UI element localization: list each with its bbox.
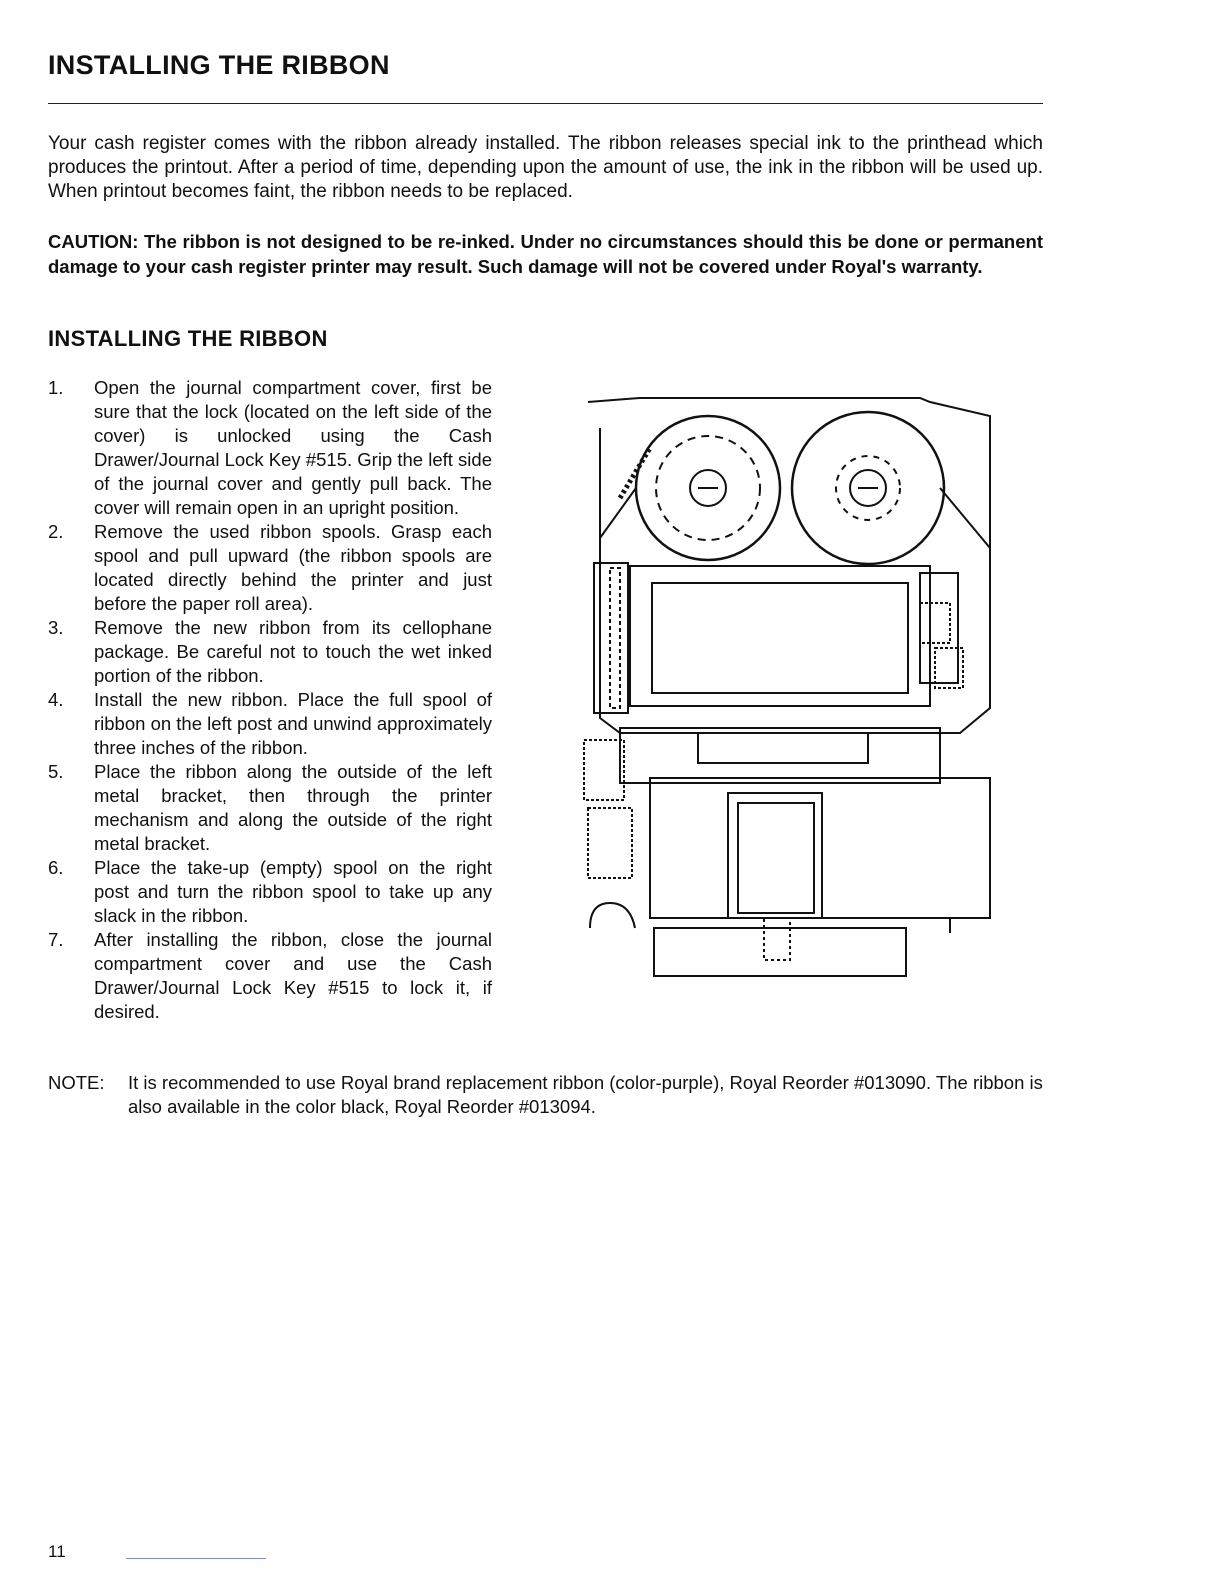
page-title: INSTALLING THE RIBBON [48,50,390,80]
step-item [48,520,492,616]
section-title: INSTALLING THE RIBBON [48,326,328,351]
step-text: After installing the ribbon, close the journal compartment cover and use the Cash Drawer/Journal Lock Key #515 to lock it, if desired. [94,929,492,1022]
note [48,1071,1048,1119]
step-text: Install the new ribbon. Place the full spool of ribbon on the left post and unwind approximately three inches of the ribbon. [94,689,493,758]
step-number: 1. [48,377,64,398]
note-text: It is recommended to use Royal brand replacement ribbon (color-purple), Royal Reorder #013090. The ribbon is also available in the color black, Royal Reorder #013094. [128,1072,1043,1117]
printer-mechanism-illustration [580,388,1000,980]
intro-paragraph: Your cash register comes with the ribbon already installed. The ribbon releases special ink to the printhead which produces the printout. After a period of time, depending upon the amount of use, the ink in the ribbon will be used up. When printout becomes faint, the ribbon needs to be replaced. [48,133,1043,202]
page-number: 11 [48,1542,66,1561]
step-number: 2. [48,521,64,542]
step-item [48,856,492,928]
step-item [48,688,492,760]
step-number: 7. [48,929,64,950]
step-item [48,760,492,856]
printer-ribbon-diagram [580,388,1000,980]
note-label: NOTE: [48,1072,105,1093]
step-number: 5. [48,761,64,782]
step-item [48,376,492,520]
instruction-steps [48,376,492,1024]
step-item [48,616,492,688]
step-text: Open the journal compartment cover, first be sure that the lock (located on the left side of the cover) is unlocked using the Cash Drawer/Journal Lock Key #515. Grip the left side of the journal cover and gently pull back. The cover will remain open in an upright position. [94,377,492,518]
step-text: Remove the used ribbon spools. Grasp each spool and pull upward (the ribbon spools are located directly behind the printer and just before the paper roll area). [94,521,492,614]
step-number: 4. [48,689,64,710]
step-number: 3. [48,617,64,638]
step-text: Place the ribbon along the outside of the left metal bracket, then through the printer mechanism and along the outside of the right metal bracket. [94,761,492,854]
step-text: Place the take-up (empty) spool on the right post and turn the ribbon spool to take up any slack in the ribbon. [94,857,492,926]
step-text: Remove the new ribbon from its cellophane package. Be careful not to touch the wet inked portion of the ribbon. [94,617,492,686]
step-item [48,928,492,1024]
caution-paragraph: CAUTION: The ribbon is not designed to be re-inked. Under no circumstances should this be done or permanent damage to your cash register printer may result. Such damage will not be covered under Royal's warranty. [48,231,1043,277]
step-number: 6. [48,857,64,878]
title-divider [48,103,1043,104]
footer-line [126,1558,266,1559]
